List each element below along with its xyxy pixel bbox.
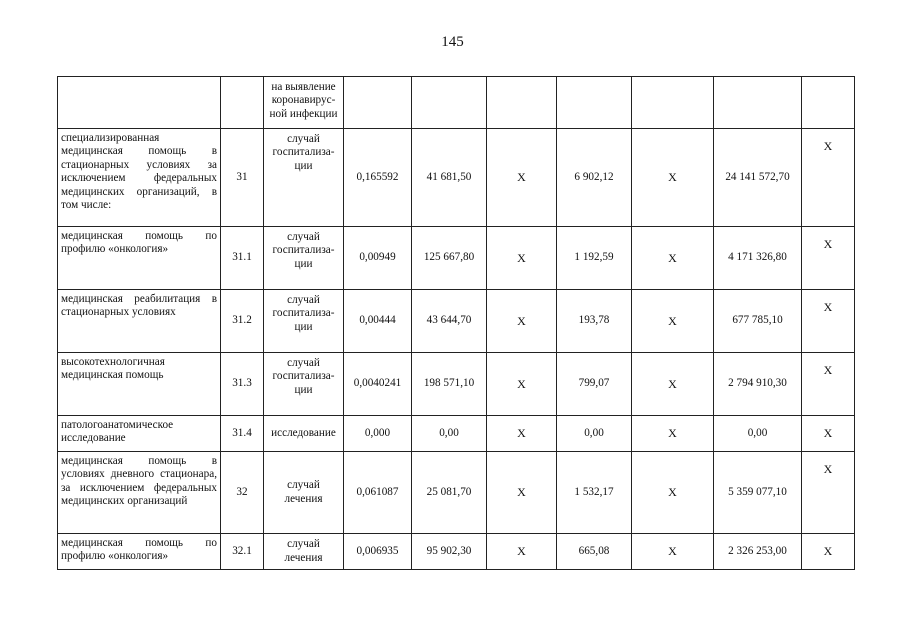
value-b-cell: 2 794 910,30 [714, 353, 802, 416]
x-cell: X [632, 290, 714, 353]
table-row [58, 416, 855, 452]
table-row [58, 129, 855, 227]
unit-text: на выявление коронавирус- ной инфекции [269, 81, 338, 120]
unit-cell [264, 77, 344, 129]
unit-text: случай лечения [284, 538, 323, 564]
unit-text: случай госпитализа- ции [272, 357, 335, 396]
x-cell: X [802, 353, 855, 416]
row-number-cell [221, 77, 264, 129]
x-cell: X [487, 290, 557, 353]
unit-text: случай лечения [284, 479, 323, 505]
table-row [58, 353, 855, 416]
service-name-cell: патологоанатомическое исследование [58, 416, 221, 452]
unit-cell [264, 416, 344, 452]
x-cell: X [632, 353, 714, 416]
x-cell: X [487, 452, 557, 534]
row-number-cell: 31.4 [221, 416, 264, 452]
x-cell: X [802, 129, 855, 227]
service-name-cell [58, 77, 221, 129]
unit-cell [264, 353, 344, 416]
service-name-cell: медицинская помощь по профилю «онкология» [58, 534, 221, 570]
unit-cell [264, 129, 344, 227]
row-number-cell: 31.1 [221, 227, 264, 290]
cost-cell: 41 681,50 [412, 129, 487, 227]
cost-cell: 0,00 [412, 416, 487, 452]
table-body [58, 77, 855, 570]
table-row [58, 290, 855, 353]
service-name-cell: медицинская реабилитация в стационарных условиях [58, 290, 221, 353]
x-cell: X [487, 353, 557, 416]
norm-cell: 0,061087 [344, 452, 412, 534]
x-cell: X [632, 129, 714, 227]
page-number: 145 [441, 34, 464, 50]
x-cell: X [632, 227, 714, 290]
value-a-cell [557, 77, 632, 129]
table-row [58, 452, 855, 534]
norm-cell: 0,00949 [344, 227, 412, 290]
unit-cell [264, 227, 344, 290]
norm-cell: 0,165592 [344, 129, 412, 227]
x-cell: X [632, 452, 714, 534]
row-number-cell: 31 [221, 129, 264, 227]
x-cell: X [802, 416, 855, 452]
service-name-cell: медицинская помощь по профилю «онкология» [58, 227, 221, 290]
x-cell: X [487, 129, 557, 227]
row-number-cell: 32.1 [221, 534, 264, 570]
cost-cell: 25 081,70 [412, 452, 487, 534]
x-cell: X [487, 227, 557, 290]
value-b-cell: 24 141 572,70 [714, 129, 802, 227]
value-a-cell: 1 192,59 [557, 227, 632, 290]
value-b-cell: 4 171 326,80 [714, 227, 802, 290]
value-b-cell: 677 785,10 [714, 290, 802, 353]
table-row [58, 534, 855, 570]
cost-cell [412, 77, 487, 129]
x-cell: X [802, 227, 855, 290]
x-cell: X [632, 416, 714, 452]
norm-cell: 0,000 [344, 416, 412, 452]
data-table [57, 76, 855, 570]
value-b-cell [714, 77, 802, 129]
x-cell: X [487, 534, 557, 570]
cost-cell: 43 644,70 [412, 290, 487, 353]
service-name-cell: специализированная медицинская помощь в стационарных условиях за исключением федеральных медицинских организаций, в том числе: [58, 129, 221, 227]
value-a-cell: 0,00 [557, 416, 632, 452]
row-number-cell: 32 [221, 452, 264, 534]
unit-text: случай госпитализа- ции [272, 294, 335, 333]
value-a-cell: 193,78 [557, 290, 632, 353]
unit-text: случай госпитализа- ции [272, 231, 335, 270]
x-cell: X [487, 416, 557, 452]
unit-text: исследование [271, 426, 336, 439]
service-name-cell: медицинская помощь в условиях дневного стационара, за исключением федеральных медицинских организаций [58, 452, 221, 534]
norm-cell: 0,00444 [344, 290, 412, 353]
unit-text: случай госпитализа- ции [272, 133, 335, 172]
x-cell [802, 77, 855, 129]
x-cell: X [802, 452, 855, 534]
unit-cell [264, 534, 344, 570]
norm-cell: 0,006935 [344, 534, 412, 570]
x-cell [632, 77, 714, 129]
norm-cell: 0,0040241 [344, 353, 412, 416]
service-name-cell: высокотехнологичная медицинская помощь [58, 353, 221, 416]
unit-cell [264, 452, 344, 534]
x-cell: X [632, 534, 714, 570]
value-a-cell: 665,08 [557, 534, 632, 570]
cost-cell: 125 667,80 [412, 227, 487, 290]
x-cell: X [802, 290, 855, 353]
table-row [58, 227, 855, 290]
value-a-cell: 1 532,17 [557, 452, 632, 534]
value-b-cell: 0,00 [714, 416, 802, 452]
row-number-cell: 31.3 [221, 353, 264, 416]
x-cell: X [802, 534, 855, 570]
table-row [58, 77, 855, 129]
row-number-cell: 31.2 [221, 290, 264, 353]
cost-cell: 198 571,10 [412, 353, 487, 416]
cost-cell: 95 902,30 [412, 534, 487, 570]
x-cell [487, 77, 557, 129]
value-a-cell: 6 902,12 [557, 129, 632, 227]
value-b-cell: 2 326 253,00 [714, 534, 802, 570]
norm-cell [344, 77, 412, 129]
unit-cell [264, 290, 344, 353]
value-b-cell: 5 359 077,10 [714, 452, 802, 534]
value-a-cell: 799,07 [557, 353, 632, 416]
